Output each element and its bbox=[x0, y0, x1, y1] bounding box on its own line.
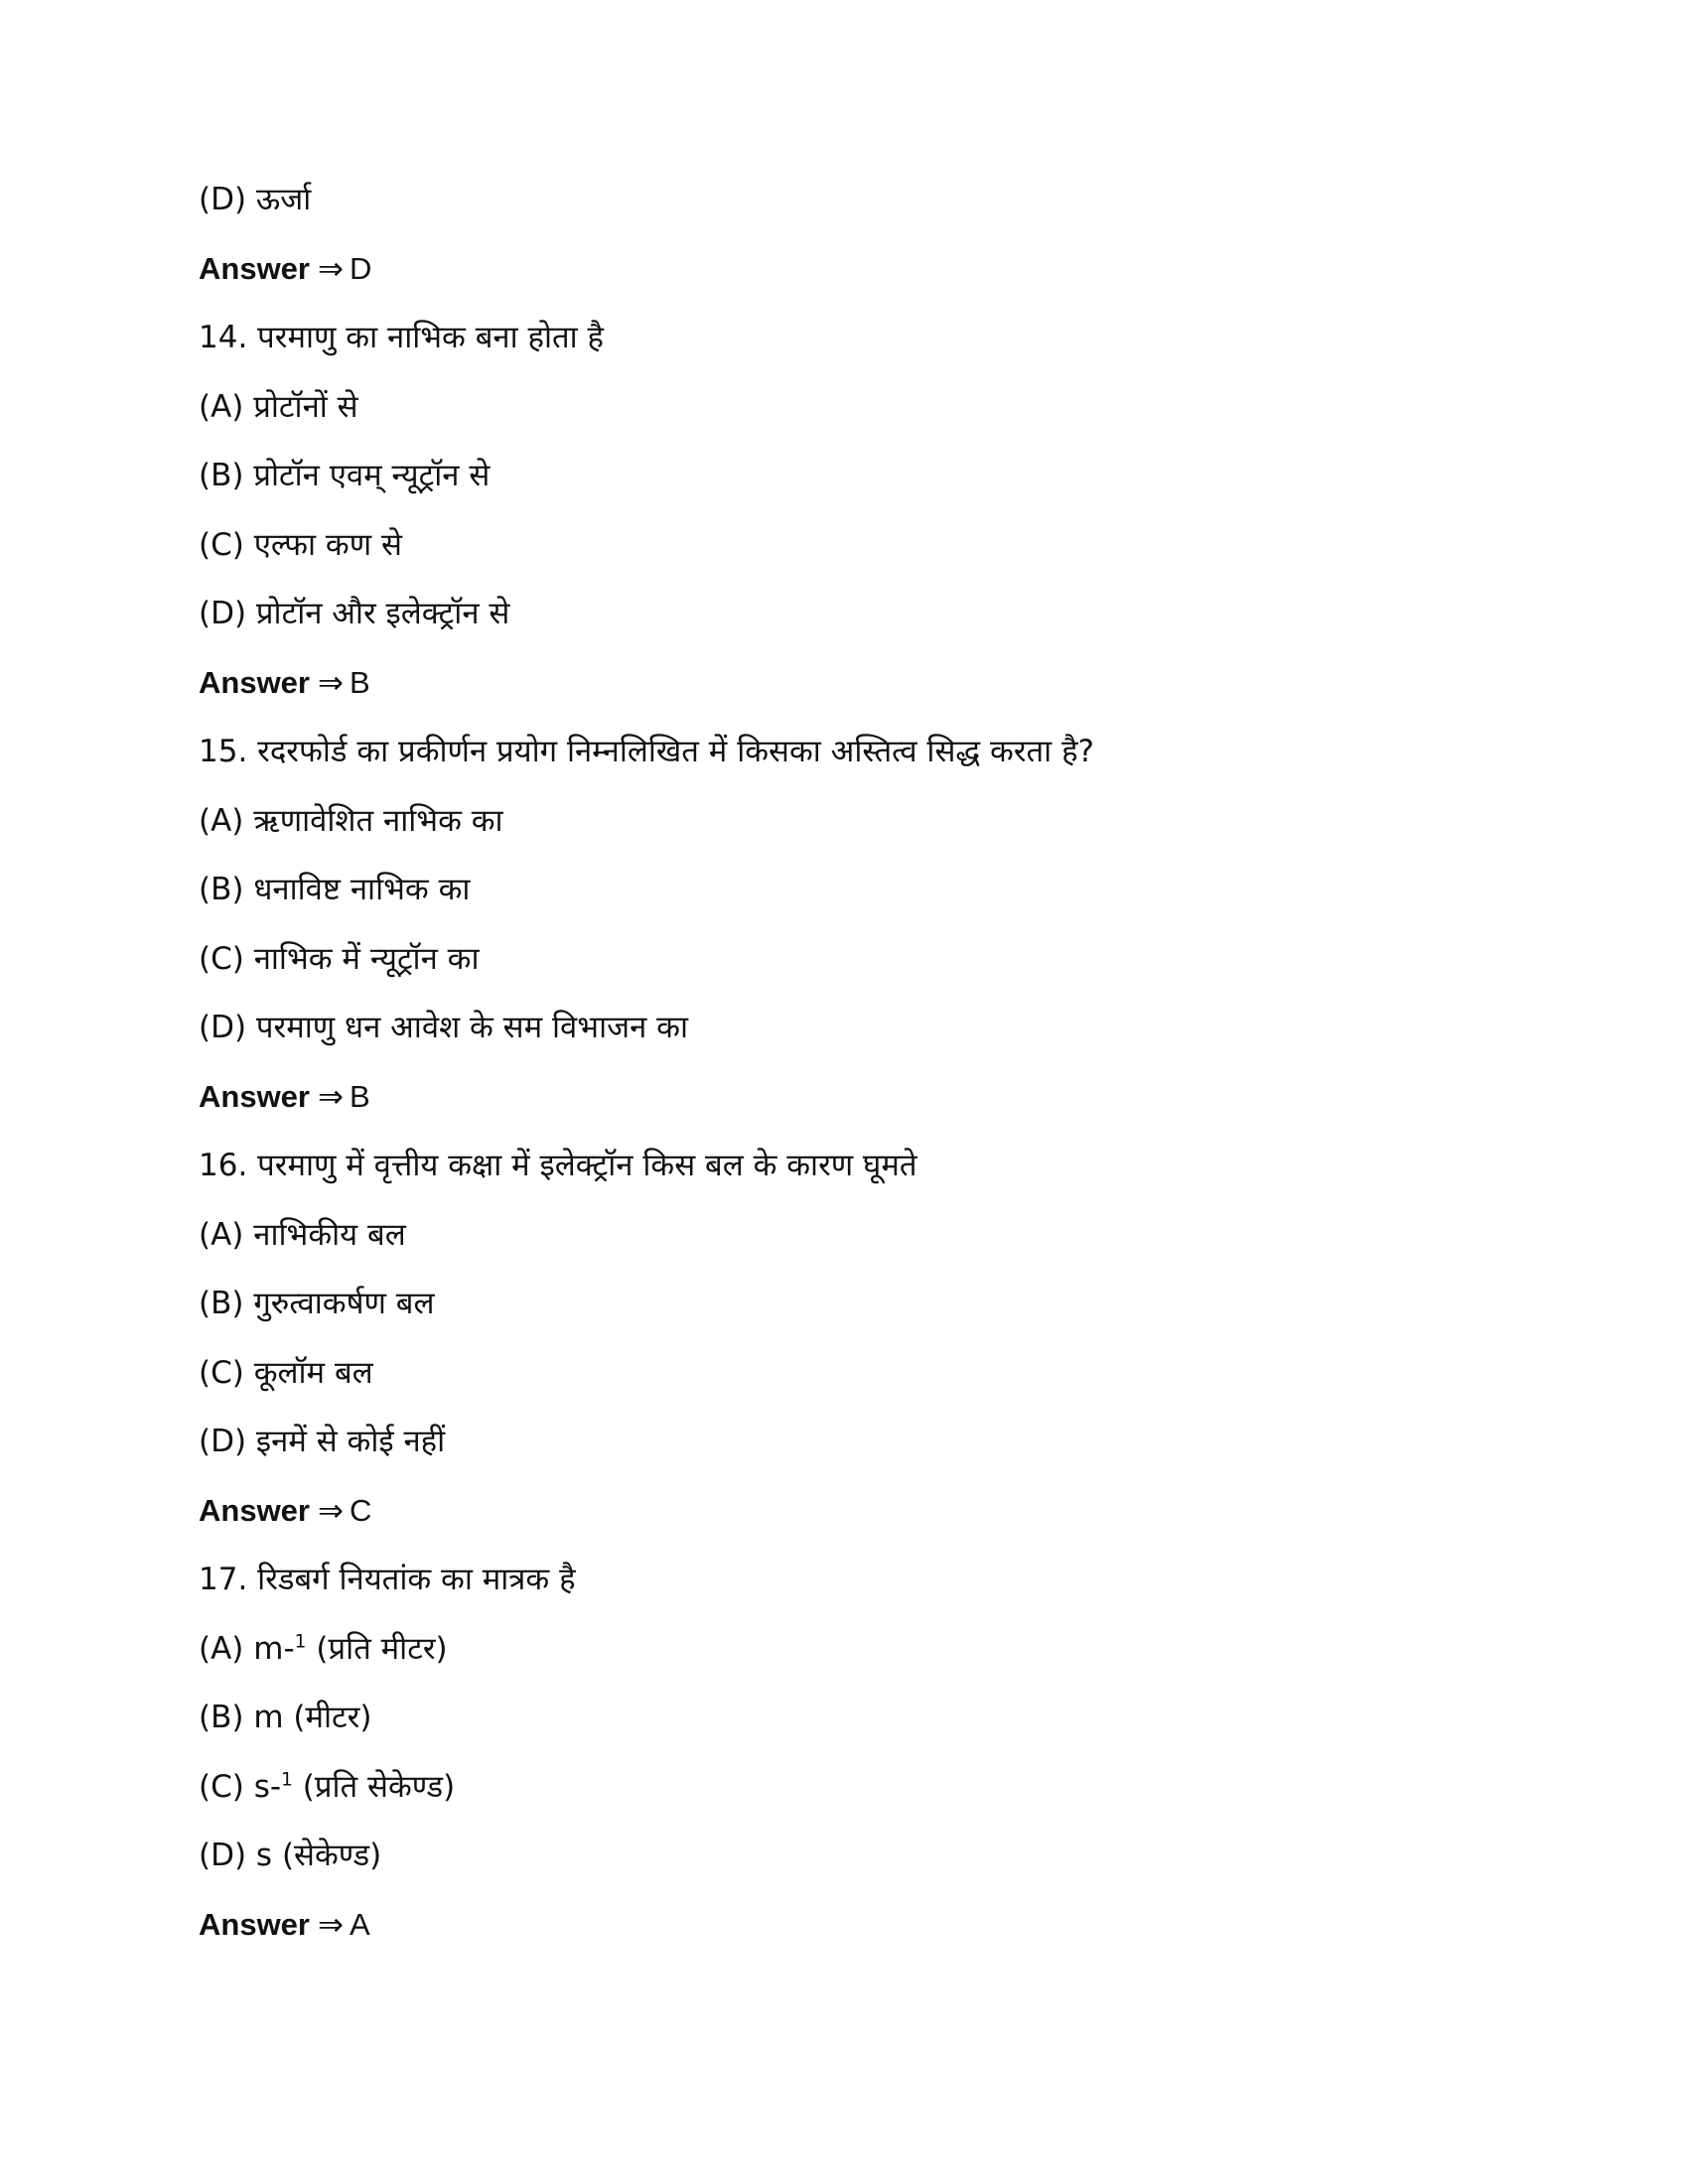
option-text: परमाणु धन आवेश के सम विभाजन का bbox=[255, 1010, 689, 1045]
answer-label: Answer bbox=[199, 664, 310, 700]
question-body: रिडबर्ग नियतांक का मात्रक है bbox=[257, 1562, 576, 1597]
option-item bbox=[199, 387, 358, 427]
option-item bbox=[199, 180, 311, 219]
option-label: (D) bbox=[199, 1010, 247, 1045]
answer-label: Answer bbox=[199, 1906, 310, 1942]
question-number: 17. bbox=[199, 1562, 248, 1597]
unit-exponent: 1 bbox=[281, 1769, 293, 1791]
answer-line bbox=[199, 1905, 370, 1945]
option-label: (B) bbox=[199, 1700, 244, 1735]
option-text: गुरुत्वाकर्षण बल bbox=[253, 1286, 435, 1321]
question-number: 16. bbox=[199, 1148, 248, 1183]
question-text bbox=[199, 318, 604, 357]
implies-arrow: ⇒ bbox=[317, 664, 344, 701]
option-item bbox=[199, 1422, 445, 1461]
option-text: एल्फा कण से bbox=[253, 526, 402, 563]
option-label: (D) bbox=[199, 596, 247, 631]
option-label: (A) bbox=[199, 1216, 244, 1253]
implies-arrow: ⇒ bbox=[317, 1906, 344, 1943]
option-text: नाभिक में न्यूट्रॉन का bbox=[253, 940, 480, 977]
answer-value: B bbox=[349, 1078, 370, 1114]
option-item bbox=[199, 1698, 371, 1737]
option-label: (B) bbox=[199, 458, 244, 493]
option-text: नाभिकीय बल bbox=[253, 1216, 406, 1253]
option-unit: s bbox=[255, 1838, 273, 1873]
option-item bbox=[199, 1836, 381, 1875]
answer-value: C bbox=[349, 1492, 372, 1528]
option-label: (B) bbox=[199, 1286, 244, 1321]
option-text: (मीटर) bbox=[293, 1700, 372, 1735]
option-item bbox=[199, 1353, 373, 1393]
option-item bbox=[199, 801, 503, 841]
option-label: (C) bbox=[199, 940, 244, 977]
answer-label: Answer bbox=[199, 1078, 310, 1114]
option-label: (C) bbox=[199, 526, 244, 563]
question-number: 15. bbox=[199, 734, 248, 769]
answer-line bbox=[199, 663, 370, 703]
question-number: 14. bbox=[199, 320, 248, 355]
option-item bbox=[199, 1008, 688, 1047]
answer-line bbox=[199, 249, 371, 289]
question-body: रदरफोर्ड का प्रकीर्णन प्रयोग निम्नलिखित में किसका अस्तित्व सिद्ध करता है? bbox=[257, 734, 1094, 769]
question-text bbox=[199, 1560, 576, 1599]
answer-value: A bbox=[349, 1906, 370, 1942]
option-text: कूलॉम बल bbox=[253, 1354, 373, 1391]
answer-value: D bbox=[349, 250, 372, 286]
answer-line bbox=[199, 1077, 370, 1117]
option-text: प्रोटॉन एवम् न्यूट्रॉन से bbox=[253, 458, 491, 493]
option-unit: m- bbox=[253, 1630, 295, 1667]
question-body: परमाणु का नाभिक बना होता है bbox=[257, 320, 604, 355]
option-label: (D) bbox=[199, 1838, 247, 1873]
option-label: (A) bbox=[199, 802, 244, 839]
option-text: इनमें से कोई नहीं bbox=[255, 1424, 446, 1459]
option-label: (D) bbox=[199, 1424, 247, 1459]
implies-arrow: ⇒ bbox=[317, 1492, 344, 1529]
option-item bbox=[199, 1767, 455, 1807]
option-item bbox=[199, 456, 490, 495]
unit-exponent: 1 bbox=[294, 1631, 307, 1653]
option-text: धनाविष्ट नाभिक का bbox=[253, 872, 471, 907]
option-item bbox=[199, 525, 402, 565]
option-item bbox=[199, 870, 470, 909]
option-text: प्रोटॉनों से bbox=[253, 388, 358, 425]
question-body: परमाणु में वृत्तीय कक्षा में इलेक्ट्रॉन किस बल के कारण घूमते bbox=[257, 1148, 917, 1183]
option-label: (D) bbox=[199, 182, 247, 217]
option-item bbox=[199, 1629, 448, 1669]
option-label: (C) bbox=[199, 1354, 244, 1391]
option-label: (A) bbox=[199, 388, 244, 425]
option-label: (A) bbox=[199, 1630, 244, 1667]
option-label: (B) bbox=[199, 872, 244, 907]
option-text: (प्रति सेकेण्ड) bbox=[302, 1768, 456, 1805]
option-text: ऋणावेशित नाभिक का bbox=[253, 802, 503, 839]
answer-line bbox=[199, 1491, 371, 1531]
option-item bbox=[199, 594, 509, 633]
answer-label: Answer bbox=[199, 1492, 310, 1528]
answer-value: B bbox=[349, 664, 370, 700]
option-text: (प्रति मीटर) bbox=[316, 1630, 448, 1667]
question-text bbox=[199, 732, 1094, 771]
option-item bbox=[199, 1215, 406, 1255]
question-text bbox=[199, 1146, 917, 1185]
implies-arrow: ⇒ bbox=[317, 1078, 344, 1115]
answer-label: Answer bbox=[199, 250, 310, 286]
option-item bbox=[199, 939, 480, 979]
option-label: (C) bbox=[199, 1768, 244, 1805]
option-item bbox=[199, 1284, 435, 1323]
option-text: प्रोटॉन और इलेक्ट्रॉन से bbox=[255, 596, 510, 631]
option-unit: m bbox=[253, 1700, 284, 1735]
option-text: ऊर्जा bbox=[255, 182, 312, 217]
option-unit: s- bbox=[253, 1768, 282, 1805]
option-text: (सेकेण्ड) bbox=[281, 1838, 382, 1873]
implies-arrow: ⇒ bbox=[317, 250, 344, 287]
